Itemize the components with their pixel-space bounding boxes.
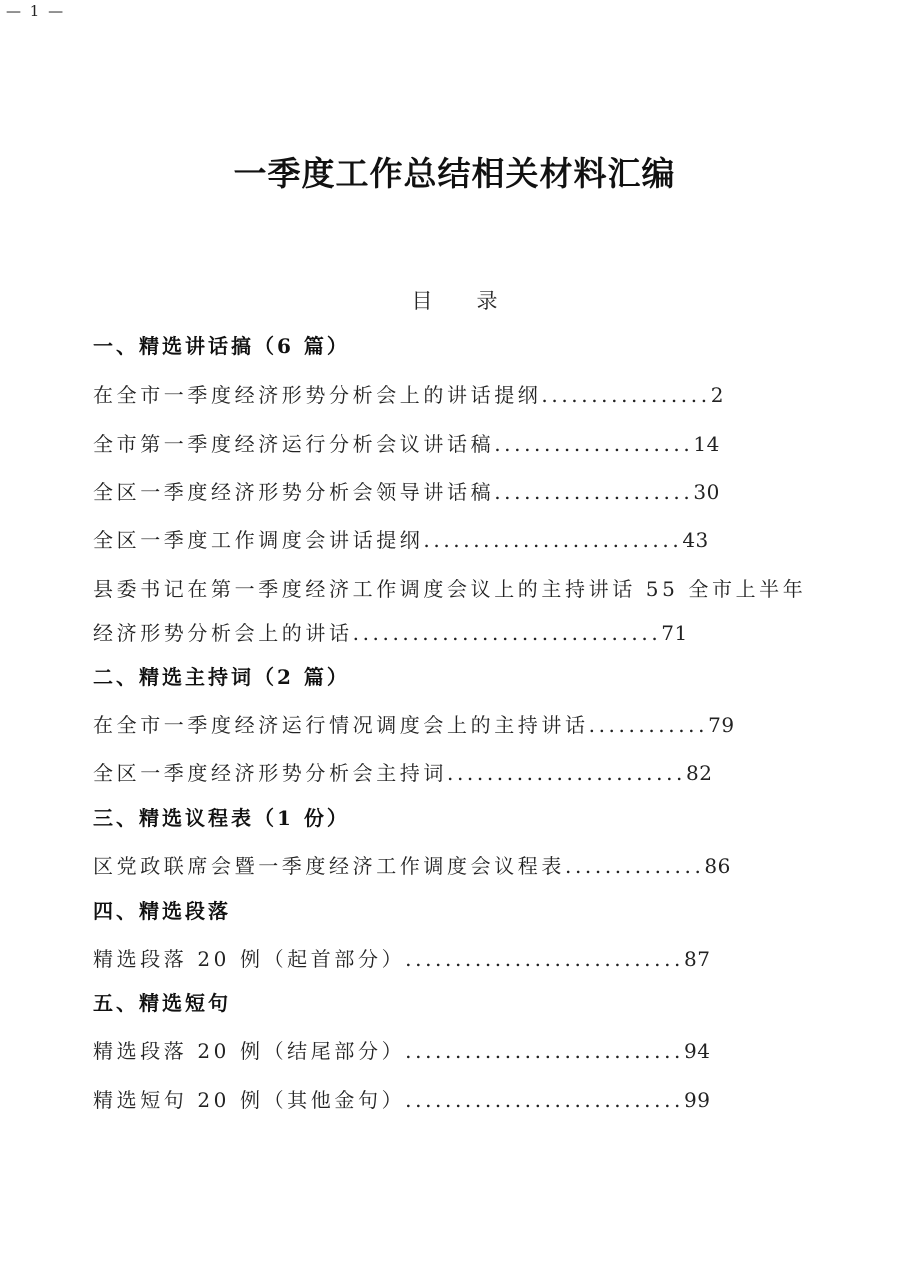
toc-entry[interactable] xyxy=(93,709,735,738)
toc-entry-leader: ................. xyxy=(541,383,711,407)
toc-entry-title: 在全市一季度经济运行情况调度会上的主持讲话 xyxy=(93,713,589,737)
toc-entry-page: 30 xyxy=(693,480,720,504)
toc-entry-page: 94 xyxy=(683,1039,711,1063)
toc-entry[interactable] xyxy=(93,524,709,553)
toc-section-heading: 一、精选讲话搞（6 篇） xyxy=(93,334,350,358)
toc-entry-title: 精选段落 20 例（结尾部分） xyxy=(93,1039,406,1063)
toc-entry-title: 精选短句 20 例（其他金句） xyxy=(93,1088,406,1112)
toc-entry-page: 79 xyxy=(708,713,735,737)
toc-entry-page: 99 xyxy=(683,1088,711,1112)
toc-section-heading: 二、精选主持词（2 篇） xyxy=(93,665,350,689)
toc-entry[interactable] xyxy=(93,1035,710,1064)
toc-entry[interactable] xyxy=(93,573,806,602)
toc-entry-title: 全区一季度经济形势分析会领导讲话稿 xyxy=(93,480,495,504)
toc-entry-title: 县委书记在第一季度经济工作调度会议上的主持讲话 55 全市上半年 xyxy=(93,577,807,601)
toc-entry[interactable] xyxy=(93,428,720,457)
toc-heading: 目录 xyxy=(411,289,542,313)
toc-entry-leader: .................... xyxy=(494,432,694,456)
toc-entry-title: 精选段落 20 例（起首部分） xyxy=(93,947,406,971)
toc-entry[interactable] xyxy=(93,476,720,505)
toc-entry-page: 86 xyxy=(704,854,731,878)
toc-entry-leader: .......................... xyxy=(423,528,683,552)
toc-entry-leader: .............. xyxy=(565,854,705,878)
toc-entry-leader: ........................ xyxy=(447,761,686,785)
toc-entry-leader: ............................ xyxy=(405,1088,684,1112)
toc-section-heading: 三、精选议程表（1 份） xyxy=(93,806,350,830)
toc-entry-leader: .................... xyxy=(494,480,694,504)
toc-entry-page: 43 xyxy=(682,528,709,552)
toc-entry-page: 14 xyxy=(693,432,720,456)
toc-entry-page: 87 xyxy=(683,947,711,971)
toc-entry[interactable] xyxy=(93,617,688,646)
toc-entry-leader: ............ xyxy=(588,713,709,737)
toc-entry[interactable] xyxy=(93,1084,710,1113)
toc-entry-page: 71 xyxy=(661,621,688,645)
toc-section-heading: 四、精选段落 xyxy=(93,899,231,923)
toc-entry-title: 全区一季度工作调度会讲话提纲 xyxy=(93,528,424,552)
toc-entry-title: 全市第一季度经济运行分析会议讲话稿 xyxy=(93,432,495,456)
toc-entry[interactable] xyxy=(93,379,724,408)
toc-entry-leader: ............................ xyxy=(405,947,684,971)
toc-entry-page: 2 xyxy=(710,383,724,407)
toc-section-heading: 五、精选短句 xyxy=(93,991,231,1015)
toc-entry-title: 全区一季度经济形势分析会主持词 xyxy=(93,761,447,785)
toc-entry[interactable] xyxy=(93,850,731,879)
page-number: — 1 — xyxy=(6,2,66,20)
document-title: 一季度工作总结相关材料汇编 xyxy=(233,154,676,193)
toc-entry-title: 在全市一季度经济形势分析会上的讲话提纲 xyxy=(93,383,542,407)
toc-entry-title: 经济形势分析会上的讲话 xyxy=(93,621,353,645)
toc-entry[interactable] xyxy=(93,943,710,972)
toc-entry-title: 区党政联席会暨一季度经济工作调度会议程表 xyxy=(93,854,565,878)
toc-entry[interactable] xyxy=(93,757,712,786)
toc-entry-page: 82 xyxy=(685,761,713,785)
toc-entry-leader: ............................ xyxy=(405,1039,684,1063)
toc-entry-leader: ............................... xyxy=(352,621,662,645)
